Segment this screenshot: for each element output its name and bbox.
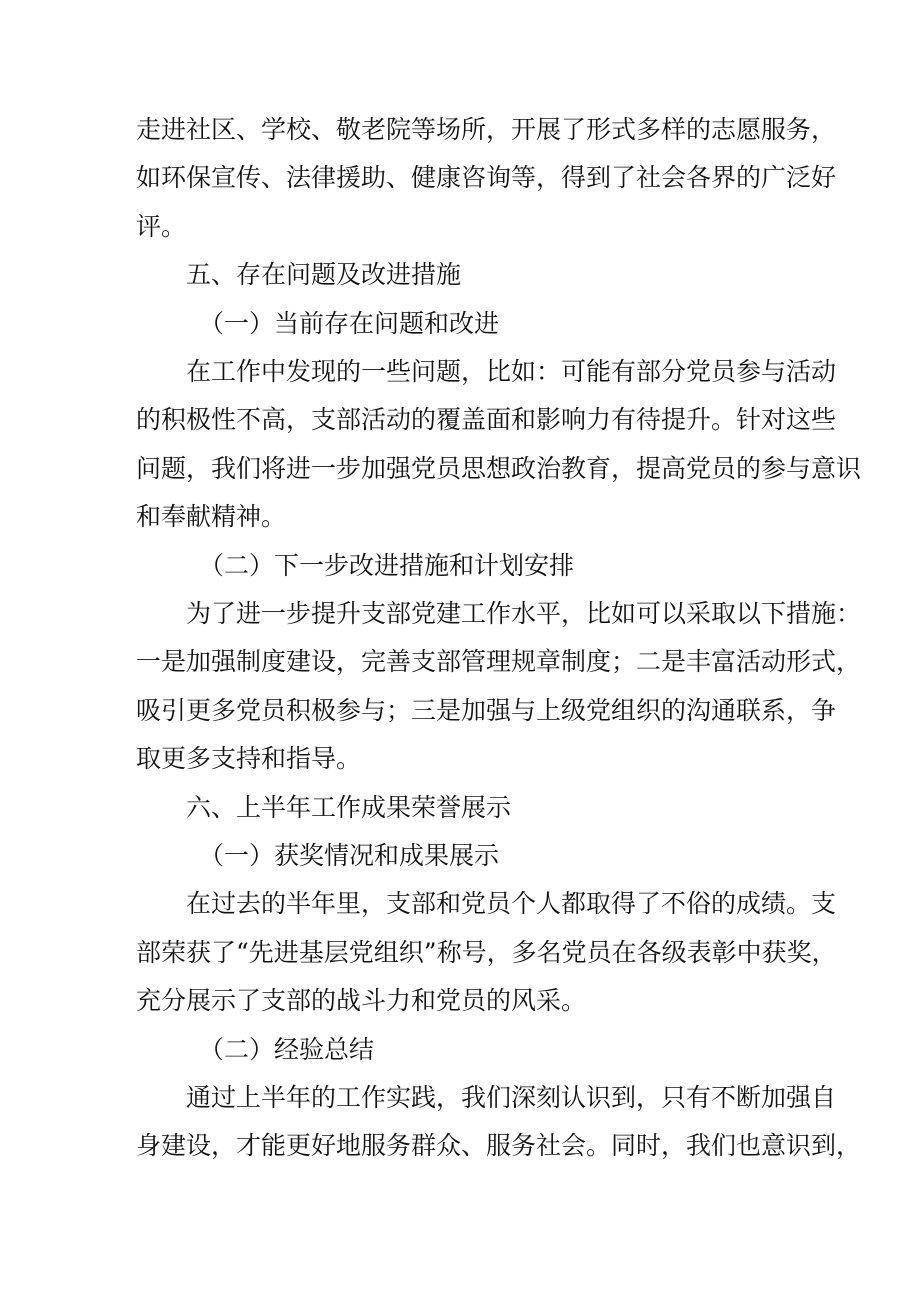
- body-text-line: 通过上半年的工作实践，我们深刻认识到，只有不断加强自: [186, 1083, 837, 1112]
- body-text-line: 在过去的半年里，支部和党员个人都取得了不俗的成绩。支: [186, 889, 837, 918]
- body-text-line: 充分展示了支部的战斗力和党员的风采。: [136, 986, 587, 1015]
- body-text-line: 如环保宣传、法律援助、健康咨询等，得到了社会各界的广泛好: [136, 163, 837, 192]
- body-text-line: 走进社区、学校、敬老院等场所，开展了形式多样的志愿服务，: [136, 115, 837, 144]
- body-text-line: 身建设，才能更好地服务群众、服务社会。同时，我们也意识到，: [136, 1131, 862, 1160]
- body-text-line: 部荣获了“先进基层党组织”称号，多名党员在各级表彰中获奖，: [136, 938, 837, 967]
- subsection-heading: （一）当前存在问题和改进: [199, 309, 500, 338]
- section-heading: 六、上半年工作成果荣誉展示: [186, 793, 512, 822]
- body-text-line: 为了进一步提升支部党建工作水平，比如可以采取以下措施：: [186, 599, 862, 628]
- section-heading: 五、存在问题及改进措施: [186, 260, 462, 289]
- body-text-line: 一是加强制度建设，完善支部管理规章制度；二是丰富活动形式，: [136, 647, 862, 676]
- body-text-line: 在工作中发现的一些问题，比如：可能有部分党员参与活动: [186, 357, 837, 386]
- body-text-line: 取更多支持和指导。: [136, 744, 362, 773]
- body-text-line: 评。: [136, 212, 187, 241]
- subsection-heading: （二）下一步改进措施和计划安排: [199, 551, 575, 580]
- body-text-line: 问题，我们将进一步加强党员思想政治教育，提高党员的参与意识: [136, 454, 862, 483]
- subsection-heading: （一）获奖情况和成果展示: [199, 841, 500, 870]
- subsection-heading: （二）经验总结: [199, 1035, 375, 1064]
- body-text-line: 的积极性不高，支部活动的覆盖面和影响力有待提升。针对这些: [136, 405, 837, 434]
- body-text-line: 吸引更多党员积极参与；三是加强与上级党组织的沟通联系，争: [136, 696, 837, 725]
- body-text-line: 和奉献精神。: [136, 502, 287, 531]
